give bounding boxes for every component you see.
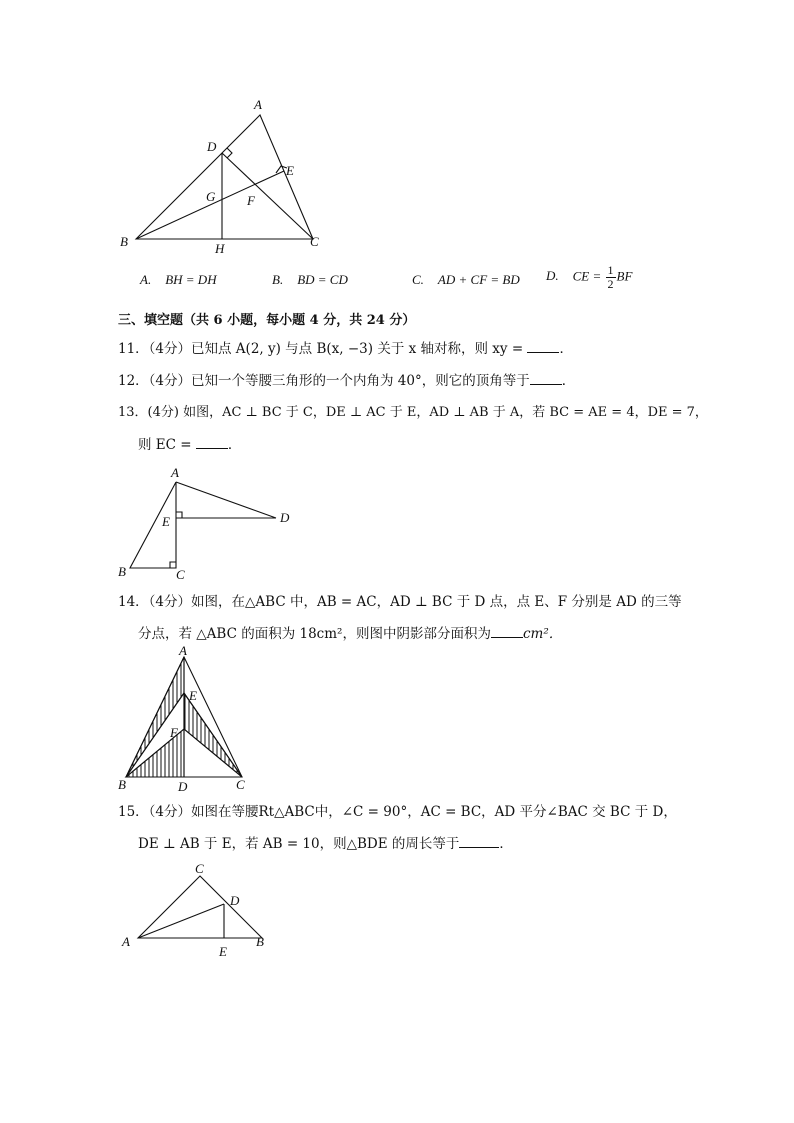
answer-blank-13[interactable] [196,436,228,449]
fraction-one-half: $\frac{1}{2}$ [607,263,614,291]
label-b: B [120,234,128,249]
figure-q14 [112,643,262,795]
label-c: C [310,234,319,249]
label-f: F [170,725,178,740]
label-c: C [195,861,204,876]
label-b: B [118,564,126,579]
figure-q13 [112,462,302,584]
segment-dc [222,153,313,239]
label-d: D [207,139,217,154]
label-e: E [219,944,227,959]
label-e: E [286,163,294,178]
segment-ad [176,482,276,518]
label-e: E [189,688,197,703]
question-15-line2: DE ⊥ AB 于 E，若 AB = 10，则△BDE 的周长等于 ． [138,836,513,852]
label-a: A [122,934,130,949]
right-angle-e-q13 [176,512,182,518]
label-b: B [118,777,126,792]
answer-blank-11[interactable] [527,340,559,353]
segment-be [136,171,284,239]
question-12: 12．（4分）已知一个等腰三角形的一个内角为 40°，则它的顶角等于 ． [118,373,576,389]
label-a: A [171,465,179,480]
option-a: A. BH = DH [140,272,217,287]
question-14-line2: 分点，若 △ABC 的面积为 18cm²，则图中阴影部分面积为 cm²． [138,626,563,642]
question-14-line1: 14．（4分）如图，在△ABC 中，AB = AC，AD ⊥ BC 于 D 点，点 E、F 分别是 AD 的三等 [118,594,682,610]
label-a: A [254,97,262,112]
question-11: 11．（4分）已知点 A(2, y) 与点 B(x, −3) 关于 x 轴对称，则 xy = ． [118,341,573,357]
question-15-line1: 15．（4分）如图在等腰Rt△ABC中，∠C = 90°，AC = BC，AD 平分∠BAC 交 BC 于 D， [118,804,677,820]
triangle-abc-q15 [138,876,262,938]
label-c: C [176,567,185,582]
segment-ad-q15 [138,904,224,938]
label-c: C [236,777,245,792]
answer-blank-15[interactable] [459,835,499,848]
option-d: D. CE = $\frac{1}{2}$ BF [546,263,633,291]
label-f: F [247,193,255,208]
label-h: H [215,241,225,255]
label-g: G [206,189,216,204]
answer-blank-14[interactable] [491,625,523,638]
question-13-line2: 则 EC = ． [138,437,242,453]
figure-q15 [112,860,282,960]
label-e: E [162,514,170,529]
label-b: B [256,934,264,949]
label-d: D [178,779,188,794]
label-d: D [280,510,290,525]
label-a: A [179,643,187,658]
answer-blank-12[interactable] [530,372,562,385]
section-title: 三、填空题（共 6 小题，每小题 4 分，共 24 分） [118,313,416,328]
figure-q10 [110,95,340,255]
option-b: B. BD = CD [272,272,348,287]
right-angle-d [227,148,232,158]
option-c: C. AD + CF = BD [412,272,520,287]
label-d: D [230,893,240,908]
question-13-line1: 13．(4分) 如图，AC ⊥ BC 于 C，DE ⊥ AC 于 E，AD ⊥ AB 于 A，若 BC = AE = 4，DE = 7， [118,405,708,420]
